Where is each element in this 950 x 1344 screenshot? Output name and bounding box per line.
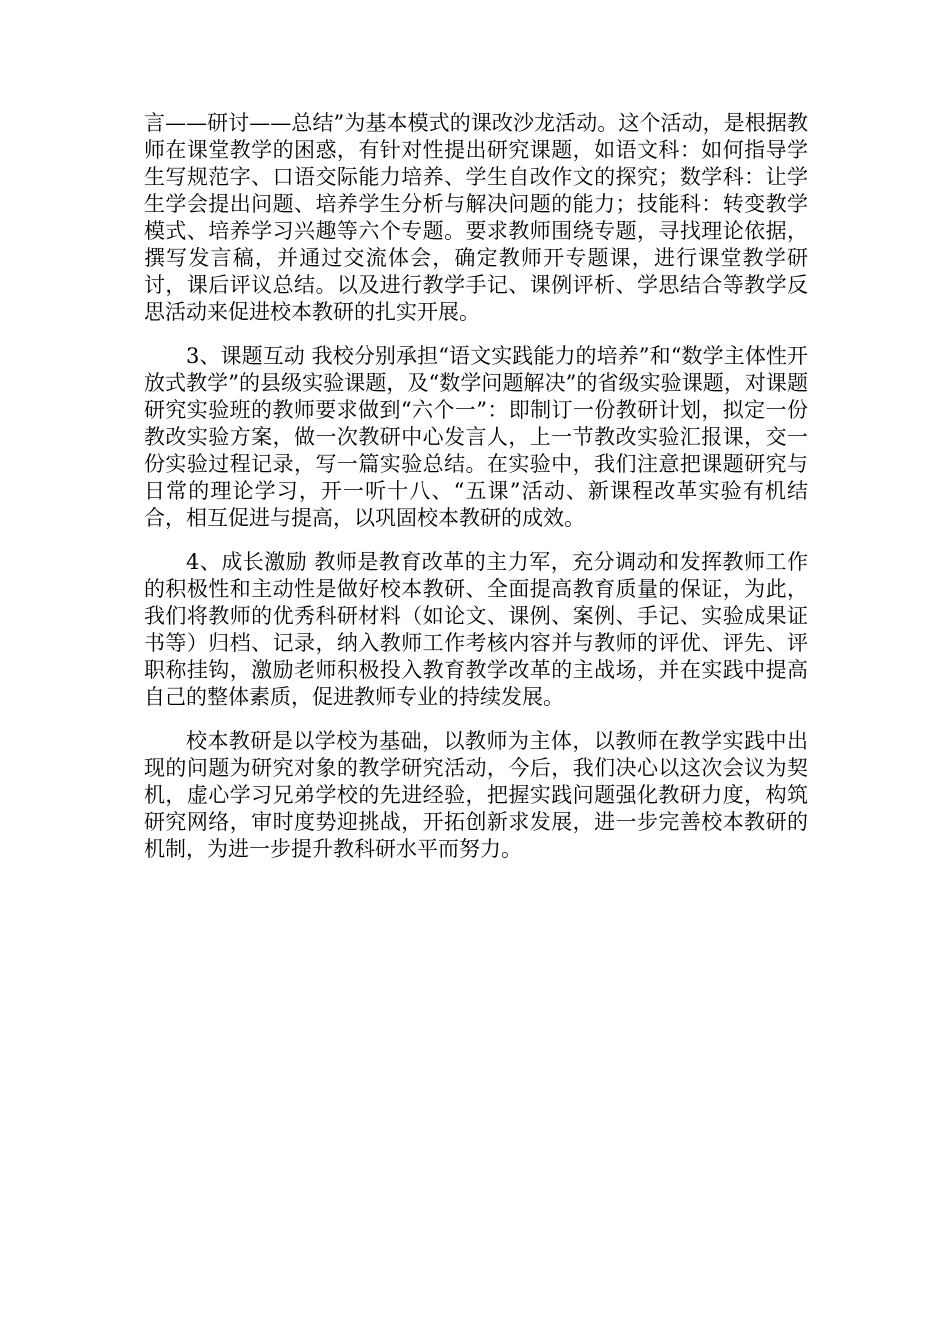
paragraph-conclusion: 校本教研是以学校为基础，以教师为主体，以教师在教学实践中出现的问题为研究对象的教学研究活动，今后，我们决心以这次会议为契机，虚心学习兄弟学校的先进经验，把握实践问题强化教研力度，构筑研究网络，审时度势迎挑战，开拓创新求发展，进一步完善校本教研的机制，为进一步提升教科研水平而努力。 — [144, 729, 808, 861]
paragraph-salon-activity: 言——研讨——总结”为基本模式的课改沙龙活动。这个活动，是根据教师在课堂教学的困惑，有针对性提出研究课题，如语文科：如何指导学生写规范字、口语交际能力培养、学生自改作文的探究；数学科：让学生学会提出问题、培养学生分析与解决问题的能力；技能科：转变教学模式、培养学习兴趣等六个专题。要求教师围绕专题，寻找理论依据，撰写发言稿，并通过交流体会，确定教师开专题课，进行课堂教学研讨，课后评议总结。以及进行教学手记、课例评析、学思结合等教学反思活动来促进校本教研的扎实开展。 — [144, 111, 808, 324]
paragraph-topic-interaction: 3、课题互动 我校分别承担“语文实践能力的培养”和“数学主体性开放式教学”的县级实验课题，及“数学问题解决”的省级实验课题，对课题研究实验班的教师要求做到“六个一”：即制订一份教研计划，拟定一份教改实验方案，做一次教研中心发言人，上一节教改实验汇报课，交一份实验过程记录，写一篇实验总结。在实验中，我们注意把课题研究与日常的理论学习，开一听十八、“五课”活动、新课程改革实验有机结合，相互促进与提高，以巩固校本教研的成效。 — [144, 344, 808, 530]
paragraph-growth-incentive: 4、成长激励 教师是教育改革的主力军，充分调动和发挥教师工作的积极性和主动性是做好校本教研、全面提高教育质量的保证，为此，我们将教师的优秀科研材料（如论文、课例、案例、手记、实验成果证书等）归档、记录，纳入教师工作考核内容并与教师的评优、评先、评职称挂钩，激励老师积极投入教育教学改革的主战场，并在实践中提高自己的整体素质，促进教师专业的持续发展。 — [144, 550, 808, 709]
document-body — [144, 110, 808, 863]
